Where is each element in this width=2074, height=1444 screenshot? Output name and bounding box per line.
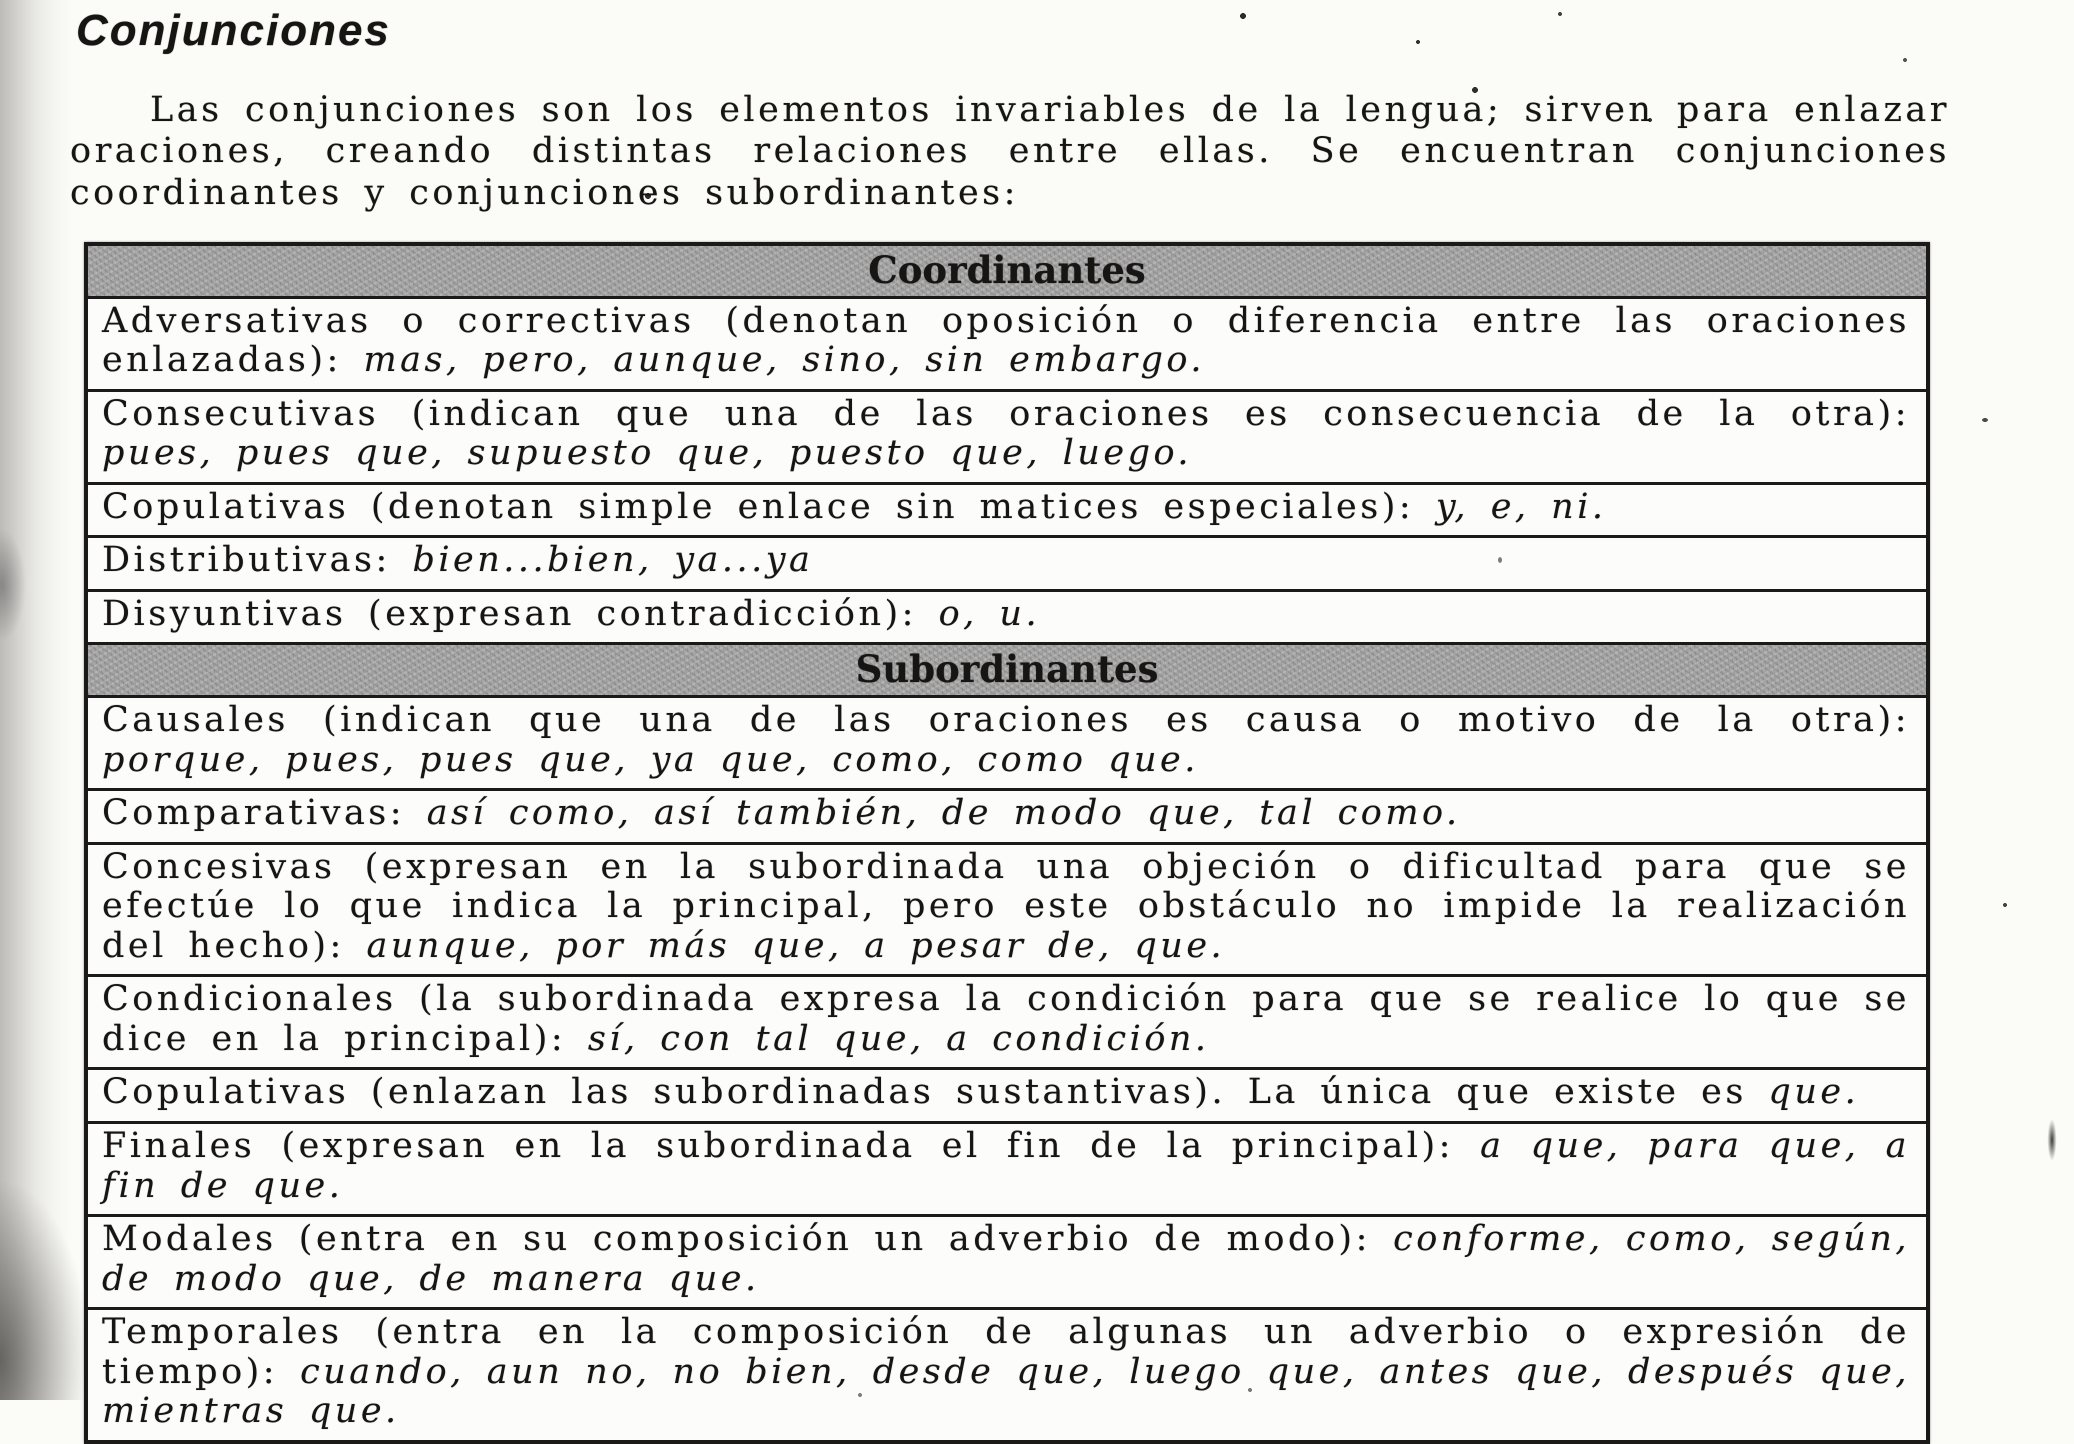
row-examples: porque, pues, pues que, ya que, como, como que. <box>102 739 1199 780</box>
row-description: Consecutivas (indican que una de las oraciones es consecuencia de la otra): <box>102 393 1910 434</box>
row-examples: a que, para que, a fin de que. <box>102 1126 1910 1206</box>
row-description: Modales (entra en su composición un adverbio de modo): <box>102 1219 1394 1260</box>
page-title: Conjunciones <box>76 6 391 55</box>
row-examples: bien...bien, ya...ya <box>412 540 814 581</box>
section-header-label: Subordinantes <box>855 647 1159 692</box>
table-row <box>88 1214 1926 1307</box>
table-row <box>88 296 1926 389</box>
table-row <box>88 1307 1926 1440</box>
row-examples: y, e, ni. <box>1435 486 1607 527</box>
row-description: Adversativas o correctivas (denotan oposición o diferencia entre las oraciones enlazadas): <box>102 300 1910 381</box>
table-row <box>88 842 1926 975</box>
row-description: Causales (indican que una de las oraciones es causa o motivo de la otra): <box>102 700 1910 741</box>
row-examples: pues, pues que, supuesto que, puesto que, luego. <box>102 433 1193 474</box>
row-description: Concesivas (expresan en la subordinada una objeción o dificultad para que se efectúe lo que indica la principal, pero este obstáculo no impide la realización del hecho): <box>102 846 1910 966</box>
row-description: Distributivas: <box>102 540 413 581</box>
table-row <box>88 1121 1926 1214</box>
row-description: Disyuntivas (expresan contradicción): <box>102 593 939 634</box>
row-examples: sí, con tal que, a condición. <box>587 1018 1210 1059</box>
intro-paragraph: Las conjunciones son los elementos invariables de la lengua; sirven para enlazar oraciones, creando distintas relaciones entre ellas. Se encuentran conjunciones coordinantes y conjunciones subordinantes: <box>70 90 1950 213</box>
row-description: Condicionales (la subordinada expresa la condición para que se realice lo que se dice en la principal): <box>102 979 1910 1059</box>
table-row <box>88 788 1926 842</box>
row-examples: que. <box>1768 1072 1860 1113</box>
row-examples: mas, pero, aunque, sino, sin embargo. <box>363 340 1205 381</box>
row-description: Temporales (entra en la composición de algunas un adverbio o expresión de tiempo): <box>102 1312 1910 1392</box>
row-examples: conforme, como, según, de modo que, de manera que. <box>102 1219 1910 1299</box>
table-row <box>88 695 1926 788</box>
conjunctions-table <box>84 242 1930 1444</box>
table-row <box>88 589 1926 643</box>
row-description: Finales (expresan en la subordinada el fin de la principal): <box>102 1126 1481 1167</box>
table-row <box>88 535 1926 589</box>
table-row <box>88 974 1926 1067</box>
table-row <box>88 389 1926 482</box>
row-description: Copulativas (enlazan las subordinadas sustantivas). La única que existe es <box>102 1072 1769 1113</box>
row-examples: así como, así también, de modo que, tal como. <box>426 793 1461 834</box>
row-description: Copulativas (denotan simple enlace sin matices especiales): <box>102 486 1436 527</box>
table-row <box>88 482 1926 536</box>
table-section-header <box>88 642 1926 695</box>
table-row <box>88 1067 1926 1121</box>
section-header-label: Coordinantes <box>868 247 1146 292</box>
row-examples: o, u. <box>938 593 1041 634</box>
row-examples: cuando, aun no, no bien, desde que, luego que, antes que, después que, mientras que. <box>102 1351 1910 1432</box>
row-description: Comparativas: <box>102 793 427 834</box>
row-examples: aunque, por más que, a pesar de, que. <box>366 925 1226 966</box>
table-section-header <box>88 246 1926 296</box>
